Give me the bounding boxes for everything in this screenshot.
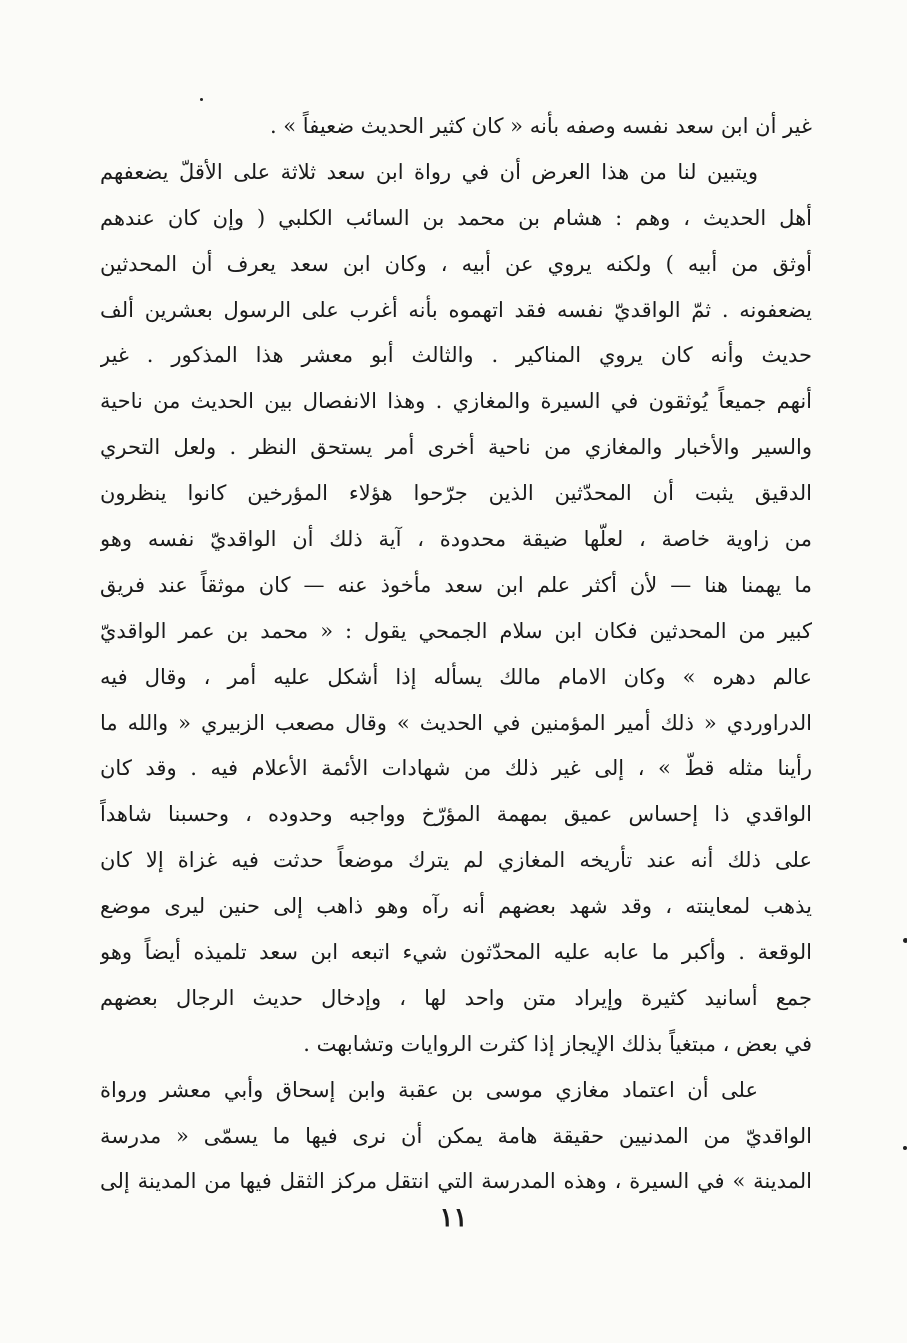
scan-speck (200, 98, 203, 101)
text-line: الوقعة . وأكبر ما عابه عليه المحدّثون شيء اتبعه ابن سعد تلميذه أيضاً وهو (100, 940, 812, 965)
text-line: الواقدي ذا إحساس عميق بمهمة المؤرّخ وواجبه وحدوده ، وحسبنا شاهداً (100, 802, 812, 827)
scan-speck (903, 1146, 907, 1150)
text-line: من زاوية خاصة ، لعلّها ضيقة محدودة ، آية ذلك أن الواقديّ نفسه وهو (100, 527, 812, 552)
text-line: عالم دهره » وكان الامام مالك يسأله إذا أشكل عليه أمر ، وقال فيه (100, 664, 812, 689)
text-line: كبير من المحدثين فكان ابن سلام الجمحي يقول : « محمد بن عمر الواقديّ (100, 618, 812, 643)
text-line: أنهم جميعاً يُوثقون في السيرة والمغازي . وهذا الانفصال بين الحديث من ناحية (100, 389, 812, 414)
text-line: يذهب لمعاينته ، وقد شهد بعضهم أنه رآه وهو ذاهب إلى حنين ليرى موضع (100, 894, 812, 919)
text-line: الدقيق يثبت أن المحدّثين الذين جرّحوا هؤلاء المؤرخين كانوا ينظرون (100, 481, 812, 506)
text-line: الدراوردي « ذلك أمير المؤمنين في الحديث » وقال مصعب الزبيري « والله ما (100, 710, 812, 735)
text-line: أوثق من أبيه ) ولكنه يروي عن أبيه ، وكان ابن سعد يعرف أن المحدثين (100, 251, 812, 276)
text-line: ما يهمنا هنا — لأن أكثر علم ابن سعد مأخوذ عنه — كان موثقاً عند فريق (100, 572, 812, 597)
text-line: والسير والأخبار والمغازي من ناحية أخرى أمر يستحق النظر . ولعل التحري (100, 435, 812, 460)
text-line: غير أن ابن سعد نفسه وصفه بأنه « كان كثير الحديث ضعيفاً » . (269, 114, 812, 138)
text-line: في بعض ، مبتغياً بذلك الإيجاز إذا كثرت الروايات وتشابهت . (303, 1031, 812, 1056)
text-line: ويتبين لنا من هذا العرض أن في رواة ابن سعد ثلاثة على الأقلّ يضعفهم (100, 159, 758, 184)
body-text (100, 104, 812, 1205)
text-line: رأينا مثله قطّ » ، إلى غير ذلك من شهادات الأئمة الأعلام فيه . وقد كان (100, 756, 812, 781)
text-line: على أن اعتماد مغازي موسى بن عقبة وابن إسحاق وأبي معشر ورواة (100, 1077, 758, 1102)
text-line: أهل الحديث ، وهم : هشام بن محمد بن السائب الكلبي ( وإن كان عندهم (100, 205, 812, 230)
text-line: على ذلك أنه عند تأريخه المغازي لم يترك موضعاً حدثت فيه غزاة إلا كان (100, 848, 812, 873)
text-line: يضعفونه . ثمّ الواقديّ نفسه فقد اتهموه بأنه أغرب على الرسول بعشرين ألف (100, 297, 812, 322)
text-line: الواقديّ من المدنيين حقيقة هامة يمكن أن نرى فيها ما يسمّى « مدرسة (100, 1123, 812, 1148)
text-line: حديث وأنه كان يروي المناكير . والثالث أبو معشر هذا المذكور . غير (100, 343, 812, 368)
page-number: ١١ (439, 1203, 468, 1233)
scan-speck (903, 938, 907, 943)
text-line: جمع أسانيد كثيرة وإيراد متن واحد لها ، وإدخال حديث الرجال بعضهم (100, 985, 812, 1010)
text-line: المدينة » في السيرة ، وهذه المدرسة التي انتقل مركز الثقل فيها من المدينة إلى (100, 1169, 812, 1194)
